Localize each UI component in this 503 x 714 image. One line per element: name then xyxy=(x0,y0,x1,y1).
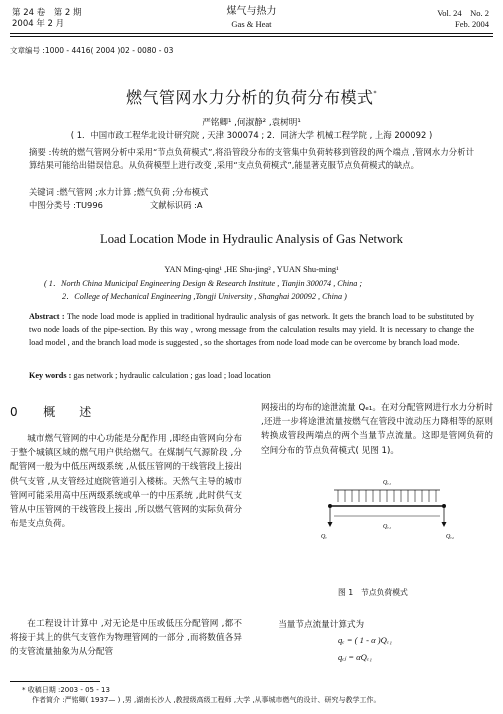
title-en: Load Location Mode in Hydraulic Analysis of Gas Network xyxy=(100,232,403,246)
left-column-paragraph-1: 城市燃气管网的中心功能是分配作用 ,即经由管网向分布于整个城镇区域的燃气用户供给燃气。在煤制气气源阶段 ,分配管网一般为中低压两级系统 ,从低压管网的干线管段上接出供气支管 ,从支管经过庭院管道引入楼栋。天然气主导的城市管网可能采用高中压两级系统或单一的中压系统 ,此时供气支管从中压管网的干线管段上接出 ,所以燃气管网的实际负荷分布是支点负荷。 xyxy=(10,434,242,530)
keywords-cn: 关键词 :燃气管网 ;水力计算 ;燃气负荷 ;分布模式 xyxy=(29,187,209,197)
authors-en: YAN Ming-qing¹ ,HE Shu-jing² , YUAN Shu-ming¹ xyxy=(164,265,339,274)
label-span-load: Qₑ₁ xyxy=(383,524,391,530)
footnote-received xyxy=(22,686,110,695)
figure-1 xyxy=(312,472,462,572)
header-journal-cn: 煤气与热力 xyxy=(226,6,277,17)
title-footnote-mark: * xyxy=(373,90,377,97)
footnote-mark: * xyxy=(22,686,26,694)
node-load-diagram xyxy=(312,472,462,572)
right-column-paragraph-1: 网接出的均布的途泄流量 Qₑ₁。在对分配管网进行水力分析时 ,还进一步将途泄流量按燃气在管段中流动压力降相等的原则转换成管段两端点的两个当量节点流量。这即是管网负荷的空间分布的节点负荷模式( 见图 1)。 xyxy=(261,403,493,456)
figure-caption: 图 1 节点负荷模式 xyxy=(338,588,408,597)
header-date-en: Feb. 2004 xyxy=(455,19,489,29)
right-column-paragraph-2: 当量节点流量计算式为 xyxy=(278,620,365,630)
header-rule xyxy=(10,33,493,34)
footnote-received-text: 收稿日期 :2003 - 05 - 13 xyxy=(27,686,110,694)
section-title: 概 述 xyxy=(43,405,92,419)
label-distributed-load: Qₑ₁ xyxy=(383,480,391,486)
section-number: 0 xyxy=(10,405,18,419)
title-cn xyxy=(0,84,503,108)
pipe-node-start xyxy=(328,504,332,508)
abstract-en-label: Abstract : xyxy=(29,312,65,321)
authors-cn: 严铭卿¹ ,何淑静² ,袁树明¹ xyxy=(202,118,301,128)
formula-2: qₑⱼ = αQₑ₁ xyxy=(338,652,373,662)
header-date-cn: 2004 年 2 月 xyxy=(12,19,65,29)
keywords-en xyxy=(29,369,474,382)
footnote-rule xyxy=(10,681,100,682)
node-load-arrowhead-left xyxy=(328,522,333,527)
header-journal-en: Gas & Heat xyxy=(231,19,272,29)
affiliation-cn: ( 1．中国市政工程华北设计研究院 , 天津 300074 ; 2．同济大学 机械工程学院 , 上海 200092 ) xyxy=(70,130,433,140)
footnote-author-bio: 作者简介 :严铭卿( 1937— ) ,男 ,湖南长沙人 ,教授级高级工程师 ,大学 ,从事城市燃气的设计、研究与教学工作。 xyxy=(32,696,381,704)
abstract-cn: 摘要 :传统的燃气管网分析中采用“节点负荷模式”,将沿管段分布的支管集中负荷转移到管段的两个端点 ,管网水力分析计算结果可能给出错误信息。从负荷模型上进行改变 ,采用“支点负荷模式”,能显著克服节点负荷模式的缺点。 xyxy=(29,147,474,171)
keywords-en-text: gas network ; hydraulic calculation ; gas load ; load location xyxy=(73,371,271,380)
distributed-load-arrows xyxy=(338,490,436,502)
node-load-arrowhead-right xyxy=(442,522,447,527)
keywords-en-label: Key words : xyxy=(29,371,72,380)
title-cn-text: 燃气管网水力分析的负荷分布模式 xyxy=(125,88,374,107)
header-volume-en: Vol. 24 No. 2 xyxy=(437,8,489,18)
affiliation-en-1: ( 1．North China Municipal Engineering Design & Research Institute , Tianjin 300074 , China ; xyxy=(44,279,363,288)
pipe-node-end xyxy=(442,504,446,508)
header-rule-thin xyxy=(10,36,493,37)
left-column-paragraph-2: 在工程设计计算中 ,对无论是中压或低压分配管网 ,都不将接于其上的供气支管作为物理管网的一部分 ,而将数值各异的支管流量抽象为从分配管 xyxy=(10,619,242,658)
clc-number: 中图分类号 :TU996 xyxy=(29,200,103,210)
label-node-load-right: Qₑ₂ xyxy=(446,534,454,540)
abstract-en xyxy=(29,310,474,350)
formula-1: qₑ = ( 1 - α )Qₑ₁ xyxy=(338,635,393,645)
header-volume-cn: 第 24 卷 第 2 期 xyxy=(12,8,82,18)
section-heading xyxy=(10,403,91,420)
label-node-load-left: Qₑ xyxy=(321,534,327,540)
document-code: 文献标识码 :A xyxy=(150,200,203,210)
article-number: 文章编号 :1000 - 4416( 2004 )02 - 0080 - 03 xyxy=(10,46,174,55)
affiliation-en-2: 2．College of Mechanical Engineering ,Tongji University , Shanghai 200092 , China ) xyxy=(62,292,347,301)
abstract-en-text: The node load mode is applied in traditional hydraulic analysis of gas network. It gets the branch load to be substituted by two node loads of the pipe-section. By this way , wrong message from the calculation results may yield. It is necessary to change the load model , and the branch load mode is suggested , so the shortages from node load mode can be overcome by branch load mode. xyxy=(29,312,474,348)
